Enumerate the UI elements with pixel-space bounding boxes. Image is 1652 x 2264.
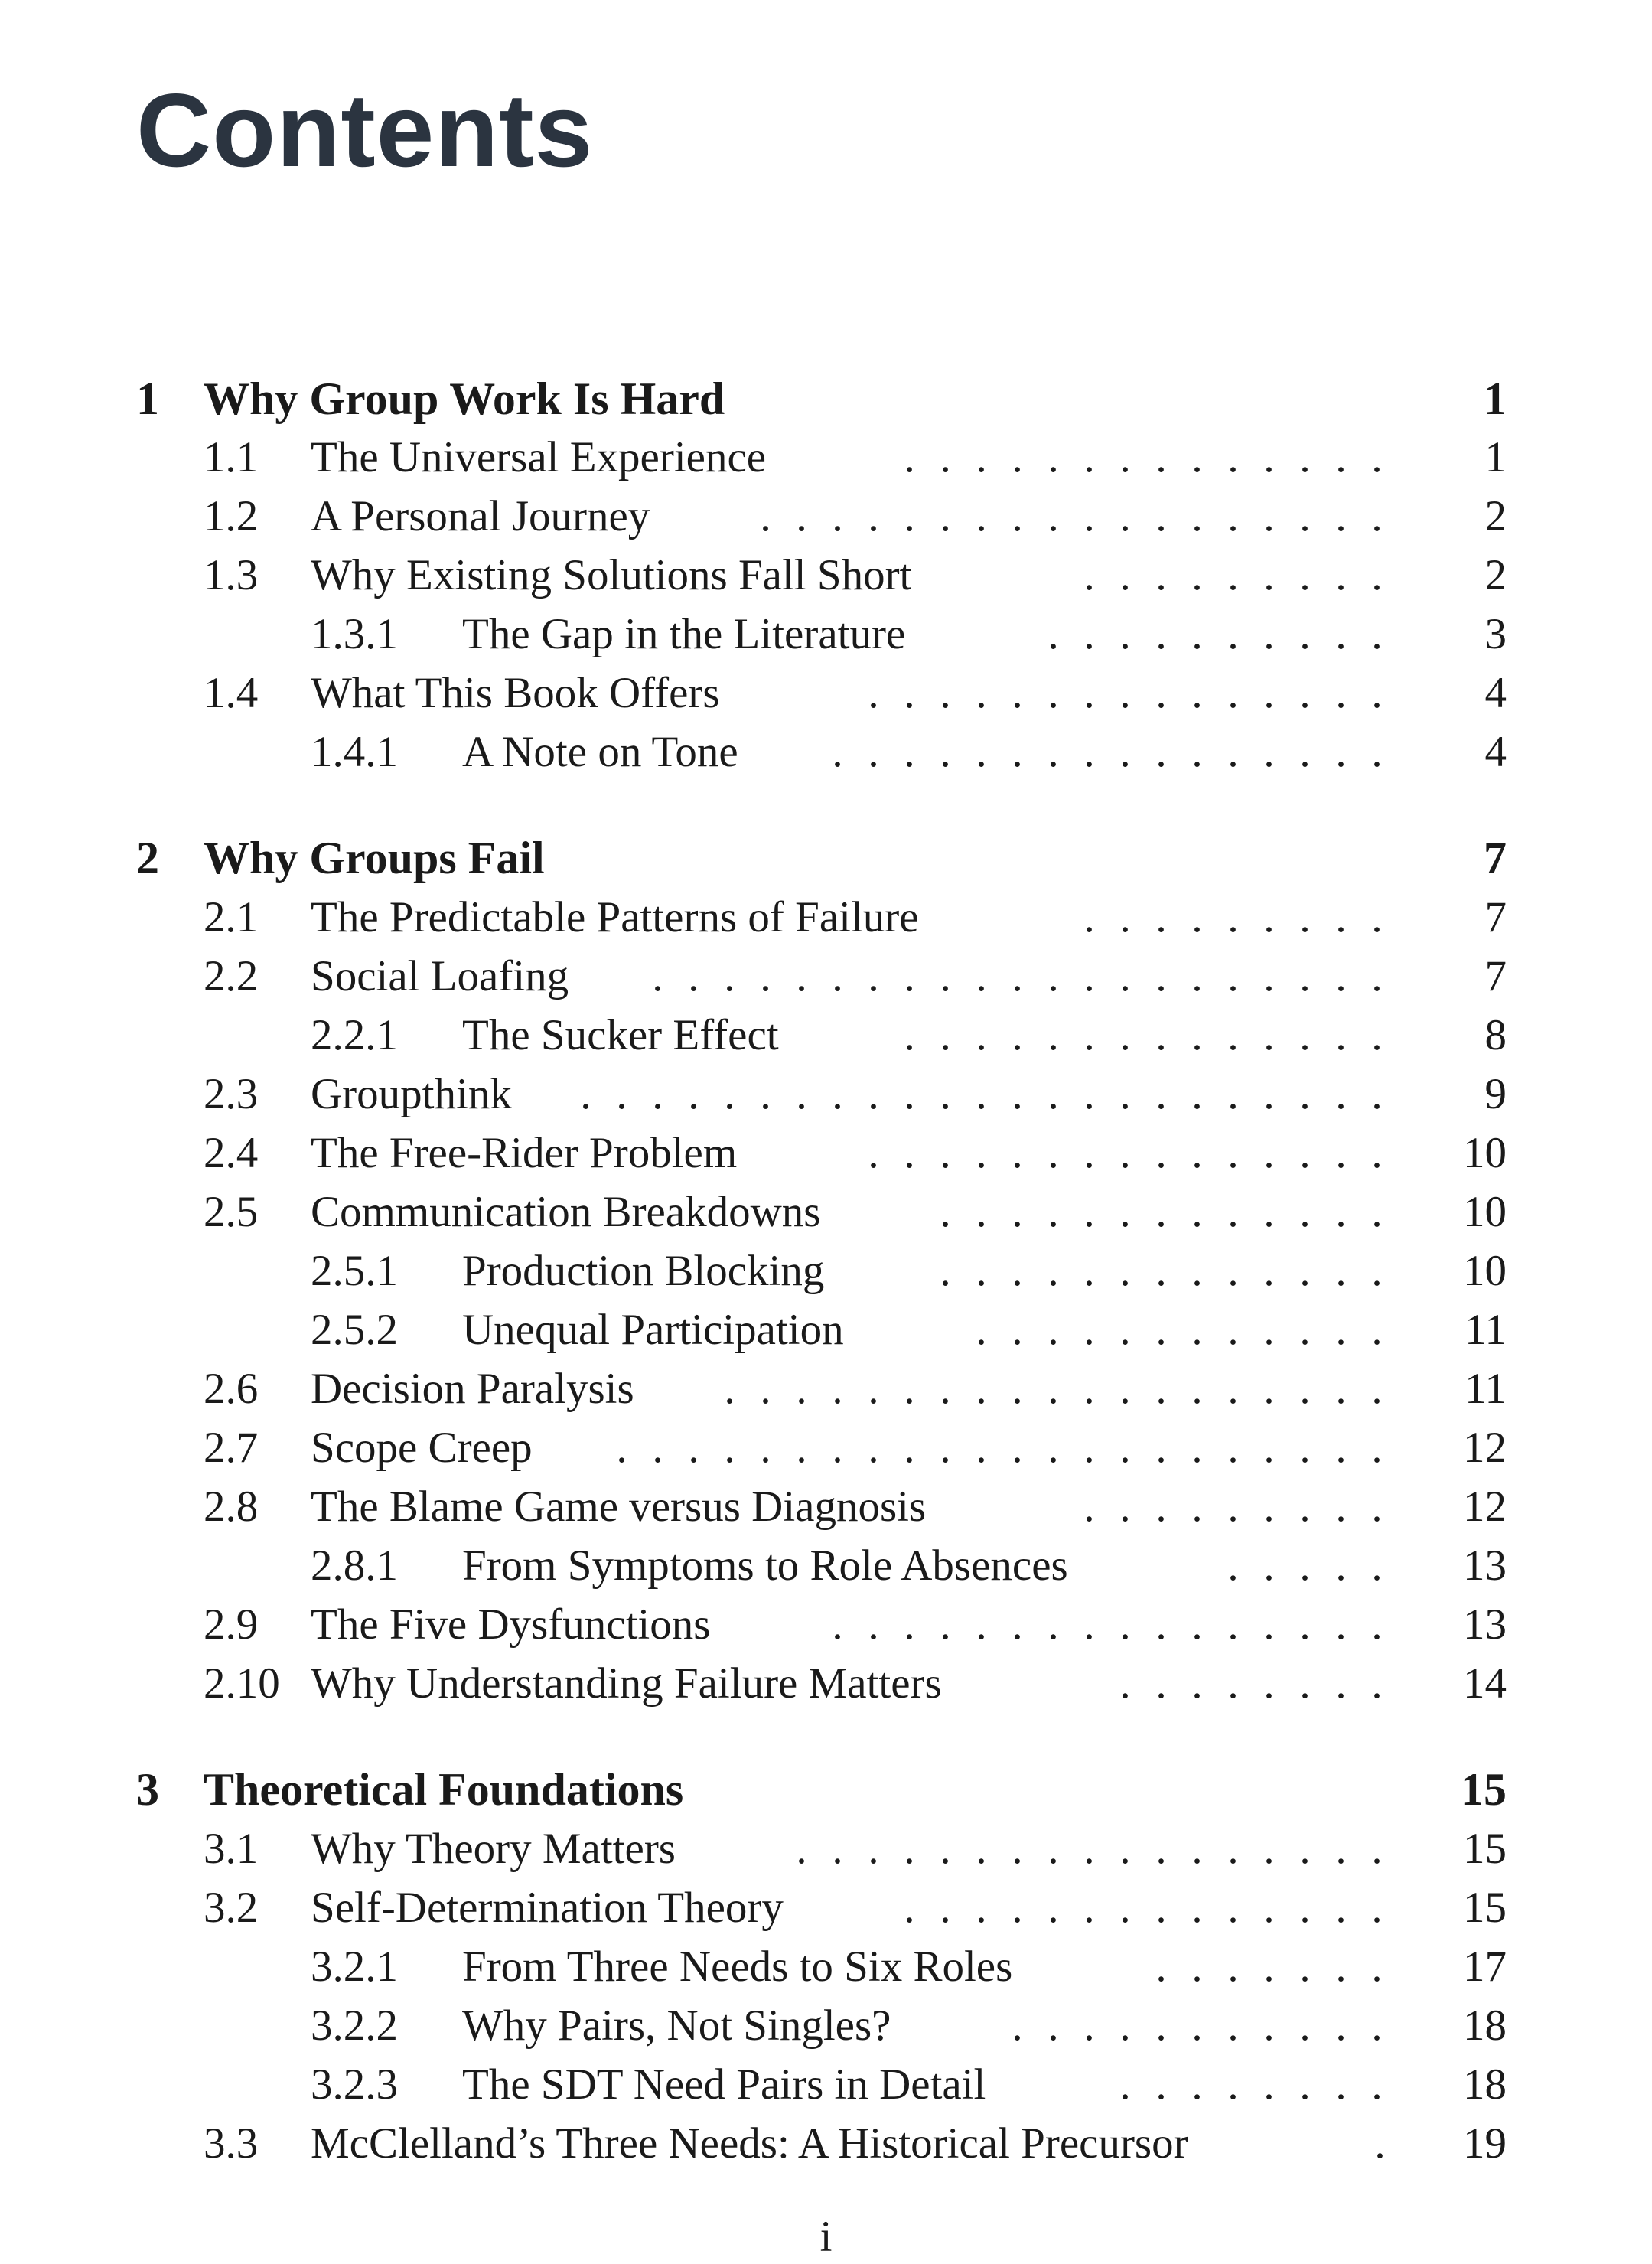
toc-entry-page: 19 (1463, 2119, 1507, 2168)
toc-entry-section[interactable] (0, 2115, 1652, 2173)
toc-leader-dots: . . . . . . . . . . . . . . . . . . . . . (652, 952, 1383, 1000)
toc-leader-dots: . . . . . . . . . . . . . . . . (832, 1600, 1383, 1649)
toc-entry-title: Why Groups Fail (204, 833, 545, 883)
toc-entry-section[interactable] (0, 1124, 1652, 1183)
toc-entry-subsection[interactable] (0, 1006, 1652, 1065)
toc-entry-number: 2.5 (204, 1188, 259, 1236)
toc-entry-number: 3.2.2 (311, 2001, 398, 2050)
toc-entry-subsection[interactable] (0, 1938, 1652, 1996)
toc-entry-section[interactable] (0, 1183, 1652, 1241)
toc-entry-title: From Three Needs to Six Roles (462, 1943, 1013, 1991)
toc-entry-number: 2.2 (204, 952, 259, 1000)
toc-leader-dots: . . . . . . . . . . . . . . . (868, 1129, 1383, 1177)
toc-leader-dots: . . . . . . . . (1119, 1659, 1383, 1708)
toc-entry-title: Self-Determination Theory (311, 1884, 784, 1932)
toc-entry-title: From Symptoms to Role Absences (462, 1541, 1068, 1590)
toc-leader-dots: . . . . . . . . . (1083, 1483, 1383, 1531)
toc-entry-subsection[interactable] (0, 605, 1652, 664)
toc-leader-dots: . . . . . . . . . . . . . . (904, 1884, 1383, 1932)
toc-entry-chapter[interactable] (0, 370, 1652, 428)
toc-entry-page: 4 (1484, 728, 1507, 776)
toc-entry-number: 1.2 (204, 492, 259, 540)
toc-entry-title: McClelland’s Three Needs: A Historical Precursor (311, 2119, 1188, 2168)
toc-entry-page: 4 (1484, 669, 1507, 717)
toc-entry-title: Why Understanding Failure Matters (311, 1659, 942, 1708)
toc-entry-number: 2.8 (204, 1483, 259, 1531)
toc-entry-section[interactable] (0, 1596, 1652, 1654)
toc-entry-title: Why Existing Solutions Fall Short (311, 551, 912, 599)
toc-leader-dots: . . . . . . . (1155, 1943, 1383, 1991)
toc-entry-number: 2 (136, 833, 159, 883)
toc-entry-title: The Blame Game versus Diagnosis (311, 1483, 927, 1531)
toc-leader-dots: . . . . . . . . . . . . (976, 1306, 1383, 1354)
toc-entry-page: 9 (1484, 1070, 1507, 1118)
toc-entry-number: 3.2.1 (311, 1943, 398, 1991)
toc-entry-title: Production Blocking (462, 1247, 825, 1295)
toc-entry-number: 1.3 (204, 551, 259, 599)
toc-entry-page: 2 (1484, 551, 1507, 599)
toc-leader-dots: . . . . . . . . . . . . . . . . . . . . . . . (580, 1070, 1383, 1118)
toc-entry-title: A Personal Journey (311, 492, 650, 540)
toc-entry-number: 3.3 (204, 2119, 259, 2168)
toc-entry-title: Why Pairs, Not Singles? (462, 2001, 891, 2050)
toc-entry-title: The Free-Rider Problem (311, 1129, 738, 1177)
toc-entry-section[interactable] (0, 546, 1652, 605)
toc-entry-number: 3.2 (204, 1884, 259, 1932)
toc-entry-section[interactable] (0, 889, 1652, 947)
toc-entry-title: A Note on Tone (462, 728, 738, 776)
toc-entry-page: 8 (1484, 1011, 1507, 1059)
toc-entry-number: 1 (136, 374, 159, 424)
toc-entry-section[interactable] (0, 1065, 1652, 1124)
toc-entry-number: 3 (136, 1764, 159, 1815)
toc-leader-dots: . (1374, 2119, 1386, 2168)
toc-entry-section[interactable] (0, 1820, 1652, 1878)
toc-entry-number: 2.7 (204, 1424, 259, 1472)
toc-entry-title: Why Theory Matters (311, 1825, 676, 1873)
toc-entry-page: 15 (1463, 1884, 1507, 1932)
toc-entry-page: 1 (1484, 374, 1507, 424)
toc-leader-dots: . . . . . . . . . . . . . (940, 1247, 1383, 1295)
toc-leader-dots: . . . . . . . . . . . . . . . . . . . . . . (616, 1424, 1383, 1472)
toc-leader-dots: . . . . . . . . . . . . . (940, 1188, 1383, 1236)
toc-entry-title: Communication Breakdowns (311, 1188, 821, 1236)
toc-entry-section[interactable] (0, 948, 1652, 1006)
toc-entry-title: The Gap in the Literature (462, 610, 906, 658)
toc-entry-page: 10 (1463, 1129, 1507, 1177)
toc-entry-page: 10 (1463, 1188, 1507, 1236)
toc-leader-dots: . . . . . . . . . . . . . . . . . . . (724, 1365, 1383, 1413)
page-title: Contents (136, 72, 594, 188)
toc-entry-number: 1.1 (204, 433, 259, 481)
toc-entry-page: 7 (1484, 833, 1507, 883)
toc-entry-page: 3 (1484, 610, 1507, 658)
toc-entry-number: 1.3.1 (311, 610, 398, 658)
toc-leader-dots: . . . . . . . . . . . . . . . . . . (760, 492, 1383, 540)
toc-entry-number: 2.8.1 (311, 1541, 398, 1590)
toc-entry-page: 11 (1465, 1306, 1507, 1354)
toc-entry-chapter[interactable] (0, 1760, 1652, 1819)
toc-entry-subsection[interactable] (0, 1242, 1652, 1300)
toc-entry-page: 15 (1461, 1764, 1507, 1815)
page-number-folio: i (819, 2213, 833, 2261)
toc-entry-number: 2.6 (204, 1365, 259, 1413)
toc-entry-page: 13 (1463, 1541, 1507, 1590)
toc-leader-dots: . . . . . . . . . . . . . . (904, 433, 1383, 481)
toc-entry-page: 12 (1463, 1483, 1507, 1531)
toc-entry-number: 2.1 (204, 893, 259, 941)
toc-leader-dots: . . . . . . . . . (1083, 893, 1383, 941)
toc-entry-section[interactable] (0, 1478, 1652, 1536)
toc-entry-number: 2.2.1 (311, 1011, 398, 1059)
toc-entry-page: 18 (1463, 2060, 1507, 2109)
toc-entry-number: 2.5.1 (311, 1247, 398, 1295)
toc-entry-section[interactable] (0, 1360, 1652, 1418)
toc-entry-title: Groupthink (311, 1070, 512, 1118)
toc-entry-section[interactable] (0, 1879, 1652, 1937)
toc-entry-title: The Predictable Patterns of Failure (311, 893, 919, 941)
toc-entry-title: What This Book Offers (311, 669, 720, 717)
toc-leader-dots: . . . . . . . . . . . . . . (904, 1011, 1383, 1059)
toc-entry-page: 15 (1463, 1825, 1507, 1873)
toc-leader-dots: . . . . . . . . . . . . . . . (868, 669, 1383, 717)
toc-entry-page: 14 (1463, 1659, 1507, 1708)
toc-entry-section[interactable] (0, 1419, 1652, 1477)
toc-leader-dots: . . . . . . . . . . . (1012, 2001, 1383, 2050)
toc-entry-title: The Sucker Effect (462, 1011, 779, 1059)
toc-entry-page: 12 (1463, 1424, 1507, 1472)
toc-entry-number: 3.2.3 (311, 2060, 398, 2109)
toc-entry-number: 2.4 (204, 1129, 259, 1177)
toc-entry-page: 18 (1463, 2001, 1507, 2050)
toc-entry-subsection[interactable] (0, 1301, 1652, 1359)
toc-entry-page: 7 (1484, 893, 1507, 941)
toc-entry-title: Why Group Work Is Hard (204, 374, 725, 424)
toc-leader-dots: . . . . . . . . (1119, 2060, 1383, 2109)
toc-entry-page: 2 (1484, 492, 1507, 540)
toc-entry-number: 2.10 (204, 1659, 280, 1708)
toc-entry-section[interactable] (0, 1655, 1652, 1713)
toc-entry-page: 11 (1465, 1365, 1507, 1413)
toc-entry-page: 1 (1484, 433, 1507, 481)
toc-leader-dots: . . . . . . . . . . (1048, 610, 1383, 658)
toc-entry-page: 7 (1484, 952, 1507, 1000)
toc-entry-title: Decision Paralysis (311, 1365, 634, 1413)
toc-entry-subsection[interactable] (0, 723, 1652, 781)
toc-entry-title: Theoretical Foundations (204, 1764, 684, 1815)
toc-entry-title: Social Loafing (311, 952, 569, 1000)
toc-leader-dots: . . . . . . . . . (1083, 551, 1383, 599)
toc-entry-section[interactable] (0, 664, 1652, 723)
toc-entry-title: The SDT Need Pairs in Detail (462, 2060, 986, 2109)
toc-entry-title: The Five Dysfunctions (311, 1600, 711, 1649)
toc-entry-title: The Universal Experience (311, 433, 767, 481)
toc-leader-dots: . . . . . . . . . . . . . . . . . (796, 1825, 1383, 1873)
toc-leader-dots: . . . . . . . . . . . . . . . . (832, 728, 1383, 776)
toc-entry-number: 1.4 (204, 669, 259, 717)
toc-entry-number: 2.3 (204, 1070, 259, 1118)
toc-leader-dots: . . . . . (1227, 1541, 1383, 1590)
toc-entry-section[interactable] (0, 429, 1652, 487)
toc-entry-subsection[interactable] (0, 2056, 1652, 2114)
toc-entry-page: 13 (1463, 1600, 1507, 1649)
toc-entry-page: 17 (1463, 1943, 1507, 1991)
toc-entry-title: Scope Creep (311, 1424, 533, 1472)
toc-entry-number: 2.5.2 (311, 1306, 398, 1354)
toc-entry-number: 1.4.1 (311, 728, 398, 776)
toc-entry-chapter[interactable] (0, 829, 1652, 887)
toc-entry-section[interactable] (0, 488, 1652, 546)
toc-entry-subsection[interactable] (0, 1537, 1652, 1595)
toc-entry-title: Unequal Participation (462, 1306, 844, 1354)
toc-entry-number: 2.9 (204, 1600, 259, 1649)
toc-entry-number: 3.1 (204, 1825, 259, 1873)
toc-entry-page: 10 (1463, 1247, 1507, 1295)
toc-entry-subsection[interactable] (0, 1997, 1652, 2055)
